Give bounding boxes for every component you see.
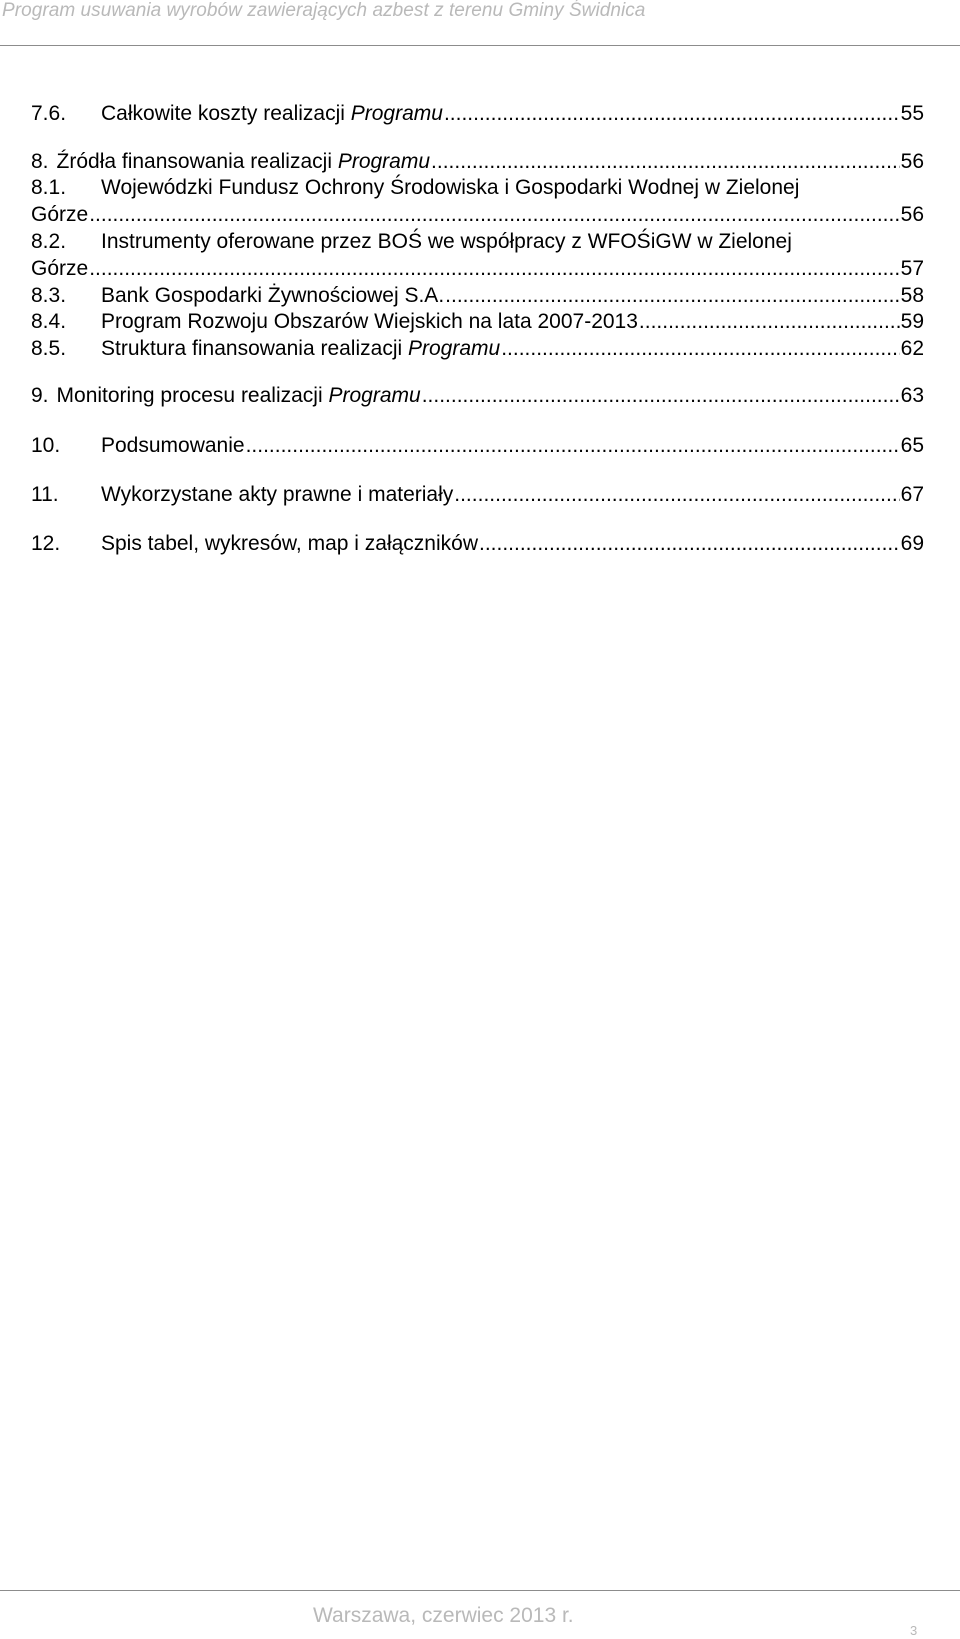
- toc-line: [31, 382, 924, 409]
- toc-title-text: Górze: [31, 203, 89, 226]
- toc-number: 8.1.: [31, 176, 67, 199]
- toc-line: [31, 174, 924, 201]
- toc-title-text: Wykorzystane akty prawne i materiały: [101, 483, 454, 506]
- dot-leader: [501, 335, 899, 362]
- toc-line: [31, 100, 924, 127]
- toc-page-number: 67: [900, 483, 924, 506]
- dot-leader: [89, 255, 899, 282]
- toc-entry[interactable]: [31, 530, 924, 557]
- toc-page-number: 56: [900, 150, 924, 173]
- toc-line: [31, 282, 924, 309]
- toc-number: 9.: [31, 384, 49, 407]
- toc-line: [31, 481, 924, 508]
- toc-line: [31, 228, 924, 255]
- toc-title: [101, 282, 444, 309]
- footer-divider: [0, 1590, 960, 1591]
- toc-page-number: 56: [900, 203, 924, 226]
- toc-title-text: Bank Gospodarki Żywnościowej S.A.: [101, 284, 445, 307]
- toc-title-text: Wojewódzki Fundusz Ochrony Środowiska i Gospodarki Wodnej w Zielonej: [101, 176, 800, 199]
- toc-title-italic: Programu: [350, 102, 443, 125]
- toc-page-number: 69: [900, 532, 924, 555]
- toc-line: [31, 530, 924, 557]
- document-title: Program usuwania wyrobów zawierających azbest z terenu Gminy Świdnica: [2, 0, 646, 21]
- toc-number: 8.2.: [31, 230, 67, 253]
- toc-title-italic: Programu: [328, 384, 421, 407]
- toc-entry[interactable]: [31, 174, 924, 228]
- toc-line: [31, 432, 924, 459]
- toc-title: [101, 100, 443, 127]
- toc-number: 8.: [31, 150, 49, 173]
- toc-title-text: Podsumowanie: [101, 434, 245, 457]
- page-header: [0, 0, 960, 47]
- dot-leader: [479, 530, 900, 557]
- toc-title-text: Źródła finansowania realizacji: [56, 150, 338, 173]
- footer-place-date: Warszawa, czerwiec 2013 r.: [313, 1604, 574, 1627]
- toc-page-number: 55: [900, 102, 924, 125]
- toc-line: [31, 335, 924, 362]
- toc-page-number: 63: [900, 384, 924, 407]
- toc-title-text: Całkowite koszty realizacji: [101, 102, 351, 125]
- toc-entry[interactable]: [31, 282, 924, 309]
- toc-title-text: Struktura finansowania realizacji: [101, 337, 408, 360]
- toc-page-number: 65: [900, 434, 924, 457]
- toc-number: 10.: [31, 434, 61, 457]
- toc-number: 8.4.: [31, 310, 67, 333]
- toc-entry[interactable]: [31, 308, 924, 335]
- header-divider: [0, 45, 960, 46]
- toc-entry[interactable]: [31, 228, 924, 282]
- toc-title-text: Monitoring procesu realizacji: [56, 384, 329, 407]
- toc-title: [101, 432, 245, 459]
- toc-page-number: 62: [900, 337, 924, 360]
- dot-leader: [639, 308, 900, 335]
- toc-line: [31, 308, 924, 335]
- toc-entry[interactable]: [31, 382, 924, 409]
- toc-entry[interactable]: [31, 148, 924, 175]
- toc-title: [101, 228, 792, 255]
- toc-entry[interactable]: [31, 100, 924, 127]
- toc-title-text: Program Rozwoju Obszarów Wiejskich na lata 2007-2013: [101, 310, 638, 333]
- toc-page-number: 58: [900, 284, 924, 307]
- toc-title-text: Spis tabel, wykresów, map i załączników: [101, 532, 478, 555]
- dot-leader: [89, 201, 899, 228]
- toc-entry[interactable]: [31, 481, 924, 508]
- toc-title: [57, 148, 431, 175]
- toc-title: [101, 174, 799, 201]
- toc-title: [101, 481, 453, 508]
- dot-leader: [246, 432, 900, 459]
- toc-page-number: 59: [900, 310, 924, 333]
- toc-title: [101, 308, 638, 335]
- toc-number: 7.6.: [31, 102, 67, 125]
- toc-title-italic: Programu: [407, 337, 501, 360]
- dot-leader: [444, 100, 900, 127]
- toc-title-italic: Programu: [337, 150, 431, 173]
- dot-leader: [431, 148, 900, 175]
- toc-title-text: Instrumenty oferowane przez BOŚ we współpracy z WFOŚiGW w Zielonej: [101, 230, 792, 253]
- toc-title: [57, 382, 421, 409]
- toc-number: 8.3.: [31, 284, 67, 307]
- dot-leader: [445, 282, 899, 309]
- page-number: 3: [910, 1623, 918, 1638]
- toc-number: 11.: [31, 483, 59, 506]
- toc-page-number: 57: [900, 257, 924, 280]
- dot-leader: [454, 481, 899, 508]
- toc-number: 12.: [31, 532, 61, 555]
- toc-title-text: Górze: [31, 257, 89, 280]
- toc-line: [31, 201, 924, 228]
- toc-line: [31, 255, 924, 282]
- dot-leader: [422, 382, 900, 409]
- toc-line: [31, 148, 924, 175]
- toc-title: [101, 335, 500, 362]
- toc-title: [31, 255, 88, 282]
- toc-title: [101, 530, 478, 557]
- toc-entry[interactable]: [31, 432, 924, 459]
- toc-entry[interactable]: [31, 335, 924, 362]
- toc-title: [31, 201, 88, 228]
- toc-number: 8.5.: [31, 337, 67, 360]
